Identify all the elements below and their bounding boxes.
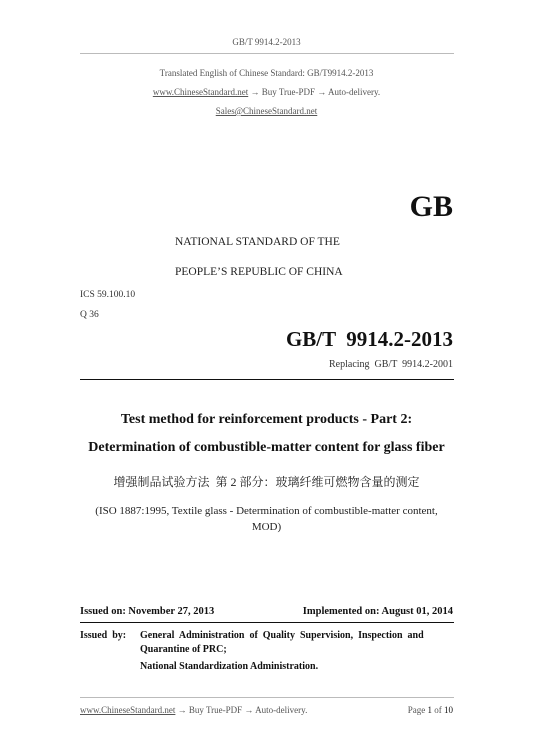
footer-promo-text: → Buy True-PDF → Auto-delivery. bbox=[175, 705, 308, 715]
ics-code: ICS 59.100.10 bbox=[80, 290, 136, 300]
email-link[interactable]: Sales@ChineseStandard.net bbox=[215, 106, 318, 116]
footer-promo bbox=[80, 705, 307, 715]
promo-text: → Buy True-PDF → Auto-delivery. bbox=[248, 87, 381, 97]
gb-mark: GB bbox=[409, 190, 453, 223]
footer-site-link[interactable]: www.ChineseStandard.net bbox=[80, 705, 176, 715]
implemented-date: Implemented on: August 01, 2014 bbox=[302, 606, 453, 617]
q-code: Q 36 bbox=[80, 310, 99, 320]
footer-divider bbox=[80, 697, 454, 698]
translated-line: Translated English of Chinese Standard: GB/T9914.2-2013 bbox=[159, 68, 374, 78]
title-line1: Test method for reinforcement products - Part 2: bbox=[120, 412, 413, 427]
issuer-line1: General Administration of Quality Supervision, Inspection and bbox=[140, 630, 424, 641]
replacing-note: Replacing GB/T 9914.2-2001 bbox=[329, 359, 453, 370]
national-standard-line2: PEOPLE’S REPUBLIC OF CHINA bbox=[175, 266, 343, 278]
page-of: of bbox=[434, 705, 442, 715]
issued-by-label: Issued by: bbox=[80, 630, 127, 641]
header-divider bbox=[80, 53, 454, 54]
iso-reference-line2: MOD) bbox=[251, 521, 282, 533]
title-divider bbox=[80, 379, 454, 380]
banner-promo bbox=[0, 87, 533, 97]
page-indicator bbox=[408, 705, 453, 715]
header-doc-code: GB/T 9914.2-2013 bbox=[232, 37, 301, 47]
site-link[interactable]: www.ChineseStandard.net bbox=[152, 87, 249, 97]
title-chinese: 增强制品试验方法 第 2 部分：玻璃纤维可燃物含量的测定 bbox=[113, 475, 420, 489]
issued-date: Issued on: November 27, 2013 bbox=[80, 606, 215, 617]
national-standard-line1: NATIONAL STANDARD OF THE bbox=[175, 236, 340, 248]
issuer-line3: National Standardization Administration. bbox=[140, 661, 319, 672]
standard-number: GB/T 9914.2-2013 bbox=[285, 327, 453, 351]
dates-divider bbox=[80, 622, 454, 623]
page-current: 1 bbox=[427, 705, 432, 715]
title-line2: Determination of combustible-matter content for glass fiber bbox=[88, 440, 445, 455]
page-total: 10 bbox=[444, 705, 453, 715]
page-word: Page bbox=[407, 705, 426, 715]
banner-email bbox=[0, 106, 533, 116]
iso-reference-line1: (ISO 1887:1995, Textile glass - Determination of combustible-matter content, bbox=[95, 505, 438, 517]
issuer-line2: Quarantine of PRC; bbox=[140, 644, 227, 655]
